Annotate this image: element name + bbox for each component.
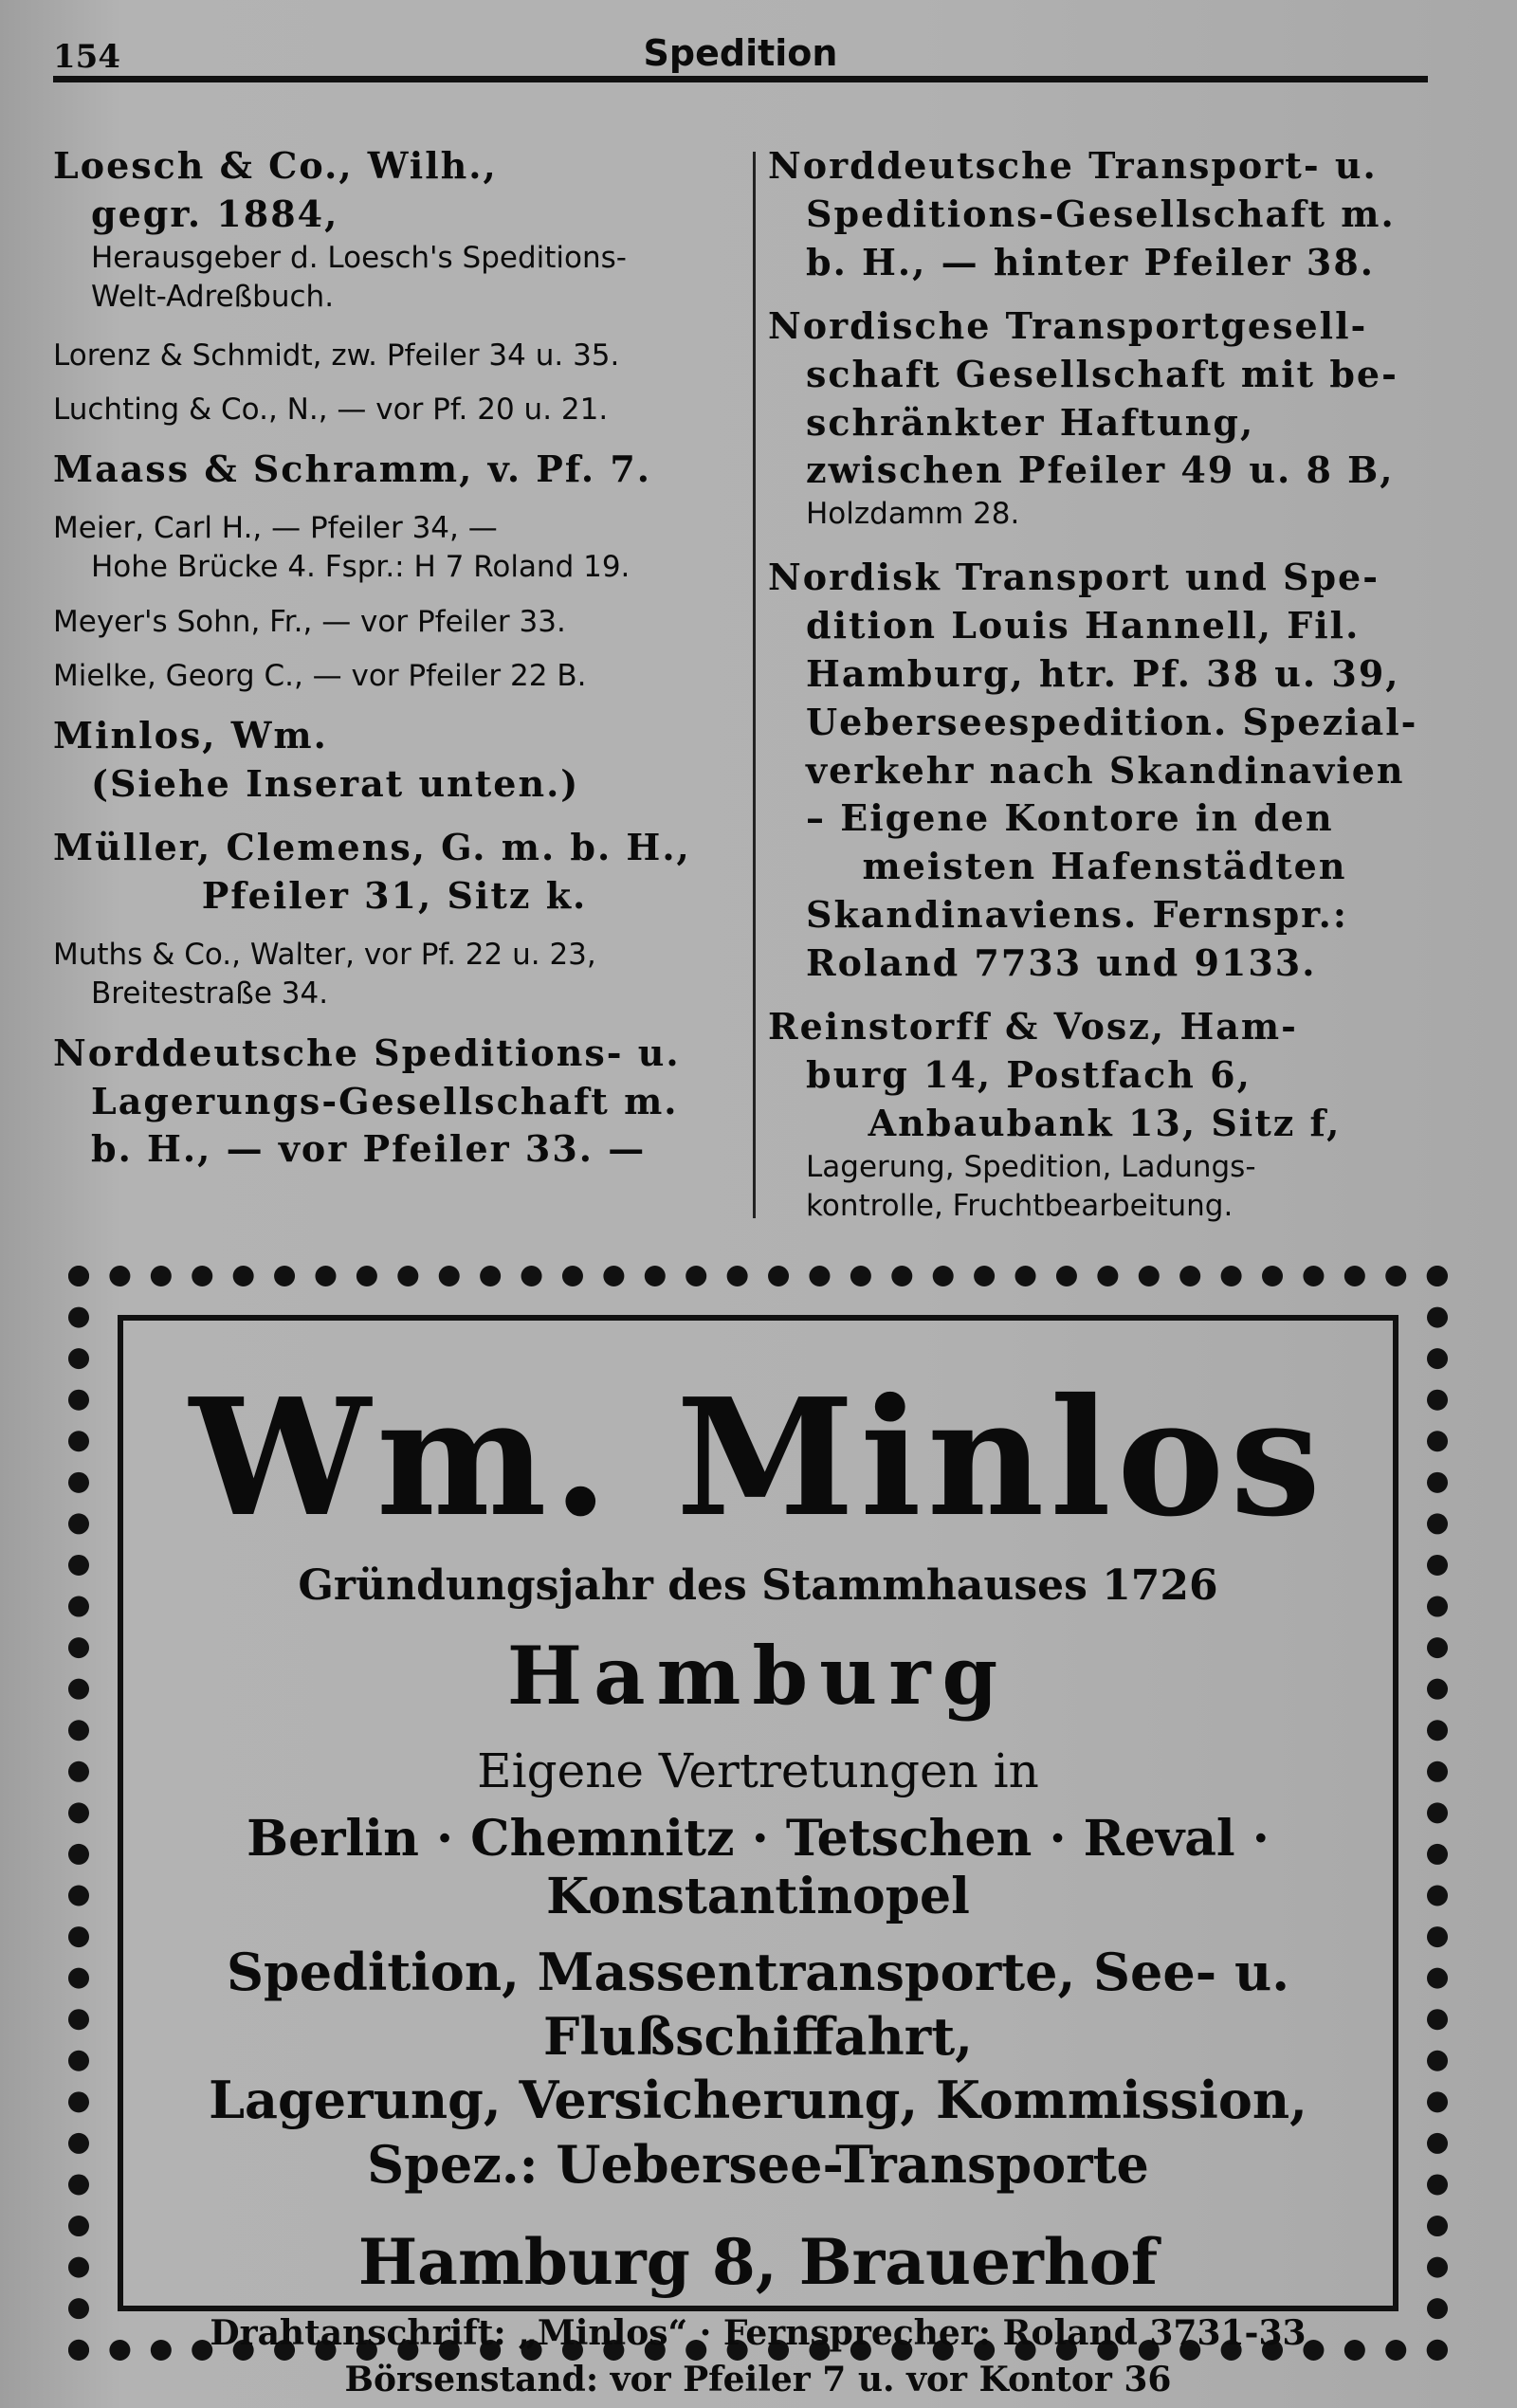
entry-mielke: Mielke, Georg C., — vor Pfeiler 22 B. xyxy=(53,659,587,694)
entry-norddeutsche-transport-line-1: Norddeutsche Transport- u. xyxy=(768,144,1378,187)
entry-meyer: Meyer's Sohn, Fr., — vor Pfeiler 33. xyxy=(53,604,566,639)
entry-norddeutsche-transport xyxy=(768,142,1441,287)
entry-maass: Maass & Schramm, v. Pf. 7. xyxy=(53,447,651,490)
advert-exchange: Börsenstand: vor Pfeiler 7 u. vor Kontor 36 xyxy=(344,2359,1172,2399)
entry-minlos-note: (Siehe Inserat unten.) xyxy=(91,761,580,805)
advert-representations-label: Eigene Vertretungen in xyxy=(477,1743,1039,1798)
entry-reinstorff-line-5: kontrolle, Fruchtbearbeitung. xyxy=(806,1189,1234,1224)
entry-reinstorff-line-2: burg 14, Postfach 6, xyxy=(806,1052,1252,1096)
entry-reinstorff-line-1: Reinstorff & Vosz, Ham- xyxy=(768,1005,1298,1049)
entry-nordische-line-3: schränkter Haftung, xyxy=(806,400,1255,444)
entry-muths-line-2: Breitestraße 34. xyxy=(91,976,329,1012)
advert-services-line-1: Spedition, Massentransporte, See- u. Flußschiffahrt, xyxy=(226,1942,1290,2067)
entry-reinstorff xyxy=(768,1003,1441,1227)
entry-nordisk-line-2: dition Louis Hannell, Fil. xyxy=(806,603,1361,647)
entry-meier xyxy=(53,509,736,588)
entry-lorenz: Lorenz & Schmidt, zw. Pfeiler 34 u. 35. xyxy=(53,337,620,373)
entry-norddeutsche-speditions-line-3: b. H., — vor Pfeiler 33. — xyxy=(91,1127,647,1171)
advert-services-line-3: Spez.: Uebersee-Transporte xyxy=(367,2133,1149,2195)
entry-nordische-line-4: zwischen Pfeiler 49 u. 8 B, xyxy=(806,448,1395,492)
left-column xyxy=(53,142,736,1174)
entry-nordische xyxy=(768,302,1441,535)
advertisement-inner-frame xyxy=(118,1315,1398,2399)
entry-minlos xyxy=(53,712,736,809)
entry-norddeutsche-speditions-line-2: Lagerungs-Gesellschaft m. xyxy=(91,1079,679,1122)
entry-nordisk-line-6: – Eigene Kontore in den xyxy=(806,796,1334,840)
advert-services xyxy=(123,1941,1393,2197)
advert-city: Hamburg xyxy=(506,1629,1010,1723)
advert-telegram: Drahtanschrift: „Minlos“ · Fernsprecher: Roland 3731-33 xyxy=(210,2313,1307,2353)
entry-norddeutsche-transport-line-2: Speditions-Gesellschaft m. xyxy=(806,192,1396,235)
advert-founded: Gründungsjahr des Stammhauses 1726 xyxy=(298,1561,1218,1610)
entry-nordische-line-2: schaft Gesellschaft mit be- xyxy=(806,352,1398,395)
right-column xyxy=(768,142,1441,1227)
header-rule xyxy=(53,76,1428,82)
entry-norddeutsche-speditions xyxy=(53,1030,736,1175)
entry-mueller xyxy=(53,824,736,921)
entry-loesch-detail: Herausgeber d. Loesch's Speditions- xyxy=(91,240,627,275)
entry-nordisk-line-5: verkehr nach Skandinavien xyxy=(806,748,1405,792)
entry-meier-line-1: Meier, Carl H., — Pfeiler 34, — xyxy=(53,510,498,545)
entry-nordisk-line-7: meisten Hafenstädten xyxy=(862,845,1347,888)
page-number: 154 xyxy=(53,38,120,76)
advert-contact xyxy=(123,2310,1393,2402)
entry-nordisk-line-4: Ueberseespedition. Spezial- xyxy=(806,700,1418,743)
column-divider xyxy=(753,152,756,1218)
entry-reinstorff-line-3: Anbaubank 13, Sitz f, xyxy=(868,1101,1342,1144)
entry-norddeutsche-transport-line-3: b. H., — hinter Pfeiler 38. xyxy=(806,240,1376,283)
entry-loesch xyxy=(53,142,736,318)
entry-meier-line-2: Hohe Brücke 4. Fspr.: H 7 Roland 19. xyxy=(91,550,631,585)
advert-services-line-2: Lagerung, Versicherung, Kommission, xyxy=(209,2070,1307,2130)
entry-norddeutsche-speditions-line-1: Norddeutsche Speditions- u. xyxy=(53,1031,681,1074)
advert-title: Wm. Minlos xyxy=(189,1363,1327,1553)
entry-loesch-founded: gegr. 1884, xyxy=(91,192,339,235)
entry-mueller-name: Müller, Clemens, G. m. b. H., xyxy=(53,825,691,868)
entry-nordisk-line-3: Hamburg, htr. Pf. 38 u. 39, xyxy=(806,651,1400,695)
advert-cities: Berlin · Chemnitz · Tetschen · Reval · Konstantinopel xyxy=(247,1810,1270,1925)
minlos-advertisement xyxy=(68,1266,1448,2399)
entry-mueller-location: Pfeiler 31, Sitz k. xyxy=(201,873,588,917)
entry-nordische-line-1: Nordische Transportgesell- xyxy=(768,303,1368,347)
advert-address: Hamburg 8, Brauerhof xyxy=(357,2225,1159,2299)
entry-nordisk xyxy=(768,554,1441,988)
entry-muths-line-1: Muths & Co., Walter, vor Pf. 22 u. 23, xyxy=(53,937,596,972)
entry-muths xyxy=(53,936,736,1014)
entry-luchting: Luchting & Co., N., — vor Pf. 20 u. 21. xyxy=(53,392,609,428)
entry-nordisk-line-1: Nordisk Transport und Spe- xyxy=(768,555,1380,598)
entry-nordische-line-5: Holzdamm 28. xyxy=(806,497,1020,532)
entry-nordisk-line-9: Roland 7733 und 9133. xyxy=(806,941,1317,985)
entry-reinstorff-line-4: Lagerung, Spedition, Ladungs- xyxy=(806,1149,1256,1184)
entry-nordisk-line-8: Skandinaviens. Fernspr.: xyxy=(806,893,1348,937)
page-title: Spedition xyxy=(643,32,838,74)
entry-minlos-name: Minlos, Wm. xyxy=(53,713,328,757)
entry-loesch-detail-2: Welt-Adreßbuch. xyxy=(91,280,335,315)
entry-loesch-name: Loesch & Co., Wilh., xyxy=(53,144,498,187)
